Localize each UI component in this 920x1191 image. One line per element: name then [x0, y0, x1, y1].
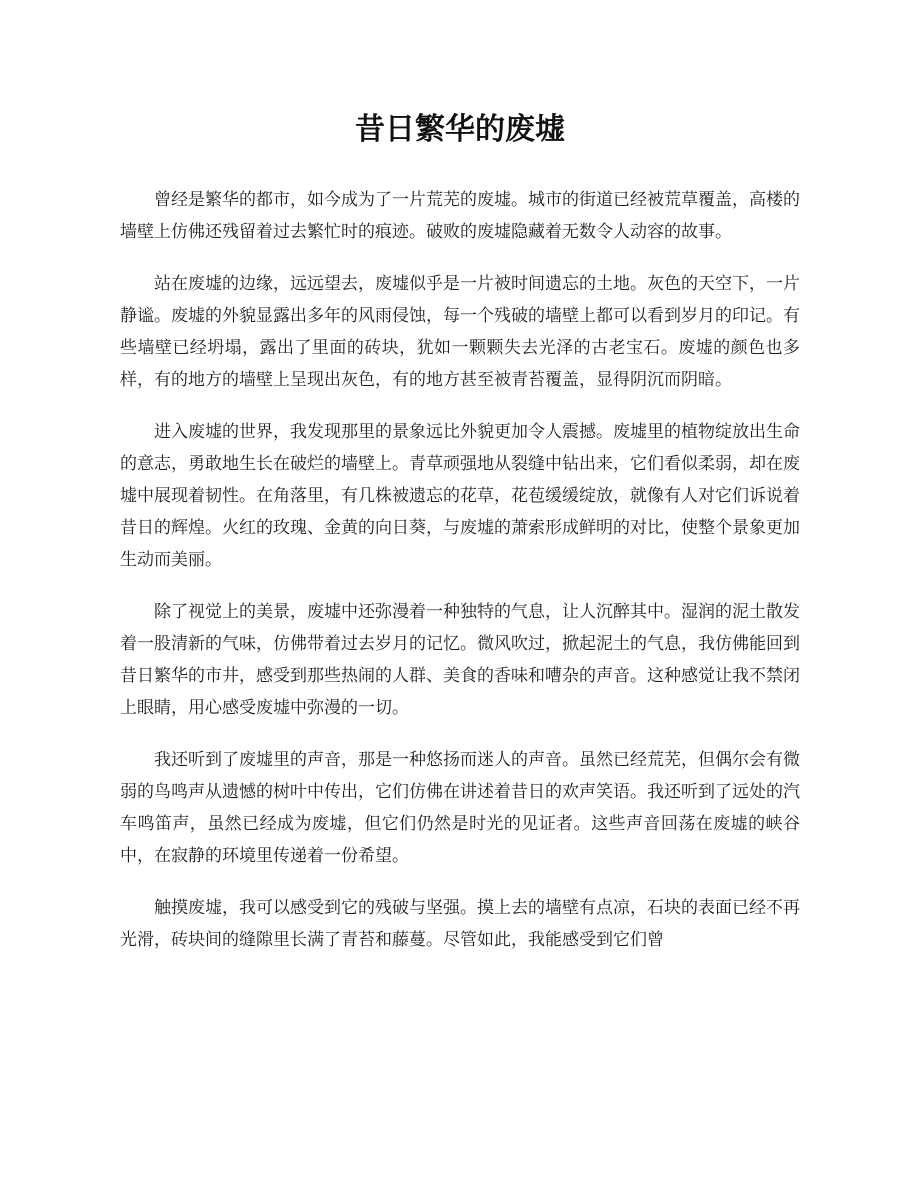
paragraph-5: 我还听到了废墟里的声音，那是一种悠扬而迷人的声音。虽然已经荒芜，但偶尔会有微弱的鸟鸣声从遗憾的树叶中传出，它们仿佛在讲述着昔日的欢声笑语。我还听到了远处的汽车鸣笛声，虽然已经成为废墟，但它们仍然是时光的见证者。这些声音回荡在废墟的峡谷中，在寂静的环境里传递着一份希望。 [120, 750, 800, 866]
document-body [120, 184, 800, 976]
paragraph-2: 站在废墟的边缘，远远望去，废墟似乎是一片被时间遗忘的土地。灰色的天空下，一片静谧。废墟的外貌显露出多年的风雨侵蚀，每一个残破的墙壁上都可以看到岁月的印记。有些墙壁已经坍塌，露出了里面的砖块，犹如一颗颗失去光泽的古老宝石。废墟的颜色也多样，有的地方的墙壁上呈现出灰色，有的地方甚至被青苔覆盖，显得阴沉而阴暗。 [120, 274, 800, 390]
paragraph-6: 触摸废墟，我可以感受到它的残破与坚强。摸上去的墙壁有点凉，石块的表面已经不再光滑，砖块间的缝隙里长满了青苔和藤蔓。尽管如此，我能感受到它们曾 [120, 898, 800, 950]
paragraph-4: 除了视觉上的美景，废墟中还弥漫着一种独特的气息，让人沉醉其中。湿润的泥土散发着一股清新的气味，仿佛带着过去岁月的记忆。微风吹过，掀起泥土的气息，我仿佛能回到昔日繁华的市井，感受到那些热闹的人群、美食的香味和嘈杂的声音。这种感觉让我不禁闭上眼睛，用心感受废墟中弥漫的一切。 [120, 602, 800, 718]
paragraph-3: 进入废墟的世界，我发现那里的景象远比外貌更加令人震撼。废墟里的植物绽放出生命的意志，勇敢地生长在破烂的墙壁上。青草顽强地从裂缝中钻出来，它们看似柔弱，却在废墟中展现着韧性。在角落里，有几株被遗忘的花草，花苞缓缓绽放，就像有人对它们诉说着昔日的辉煌。火红的玫瑰、金黄的向日葵，与废墟的萧索形成鲜明的对比，使整个景象更加生动而美丽。 [120, 422, 800, 570]
paragraph-1: 曾经是繁华的都市，如今成为了一片荒芜的废墟。城市的街道已经被荒草覆盖，高楼的墙壁上仿佛还残留着过去繁忙时的痕迹。破败的废墟隐藏着无数令人动容的故事。 [120, 190, 800, 242]
document-title: 昔日繁华的废墟 [355, 112, 565, 147]
